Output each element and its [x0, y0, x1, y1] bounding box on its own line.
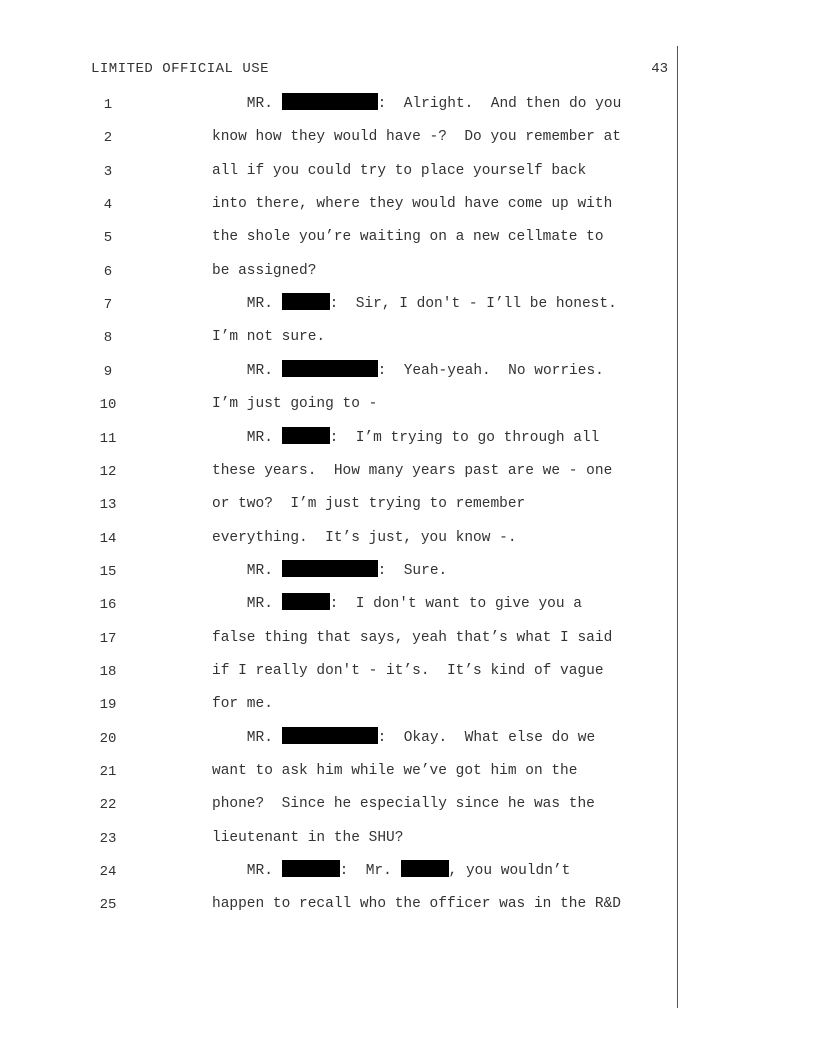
line-text	[212, 126, 672, 148]
line-text	[212, 593, 672, 615]
line-number: 17	[99, 631, 117, 647]
transcript-line	[0, 531, 816, 553]
line-text	[212, 793, 672, 815]
line-text-segment: be assigned?	[212, 263, 317, 279]
transcript-line	[0, 631, 816, 653]
transcript-line	[0, 364, 816, 386]
line-number: 6	[103, 264, 113, 280]
transcript-line	[0, 597, 816, 619]
line-text-segment: for me.	[212, 696, 273, 712]
line-text-segment: MR.	[212, 563, 282, 579]
line-text-segment: I’m not sure.	[212, 329, 326, 345]
line-number: 10	[99, 397, 117, 413]
line-number: 20	[99, 731, 117, 747]
line-text	[212, 693, 672, 715]
line-text-segment: : Sir, I don't - I’ll be honest.	[329, 296, 617, 312]
redaction-box	[282, 360, 378, 377]
line-text	[212, 527, 672, 549]
transcript-line	[0, 797, 816, 819]
line-text-segment: I’m just going to -	[212, 396, 378, 412]
line-text-segment: phone? Since he especially since he was the	[212, 796, 595, 812]
line-number: 3	[103, 164, 113, 180]
line-number: 1	[103, 97, 113, 113]
line-text-segment: MR.	[212, 730, 282, 746]
line-number: 16	[99, 597, 117, 613]
line-text	[212, 93, 672, 115]
transcript-line	[0, 397, 816, 419]
line-text-segment: all if you could try to place yourself back	[212, 163, 587, 179]
page-header	[91, 61, 668, 81]
line-text-segment: : Mr.	[339, 863, 401, 879]
redaction-box	[282, 93, 378, 110]
line-number: 21	[99, 764, 117, 780]
line-text-segment: MR.	[212, 863, 282, 879]
line-text	[212, 160, 672, 182]
line-text	[212, 360, 672, 382]
line-text	[212, 727, 672, 749]
line-text-segment: false thing that says, yeah that’s what I said	[212, 630, 613, 646]
transcript-line	[0, 831, 816, 853]
line-text	[212, 827, 672, 849]
line-number: 14	[99, 531, 117, 547]
line-text-segment: : Yeah-yeah. No worries.	[377, 363, 604, 379]
line-text-segment: know how they would have -? Do you remember at	[212, 129, 621, 145]
line-number: 22	[99, 797, 117, 813]
line-text	[212, 460, 672, 482]
transcript-line	[0, 197, 816, 219]
line-text	[212, 760, 672, 782]
transcript-line	[0, 697, 816, 719]
transcript-line	[0, 130, 816, 152]
transcript-line	[0, 864, 816, 886]
page-number: 43	[651, 61, 668, 77]
transcript-line	[0, 330, 816, 352]
redaction-box	[282, 860, 340, 877]
line-text-segment: : Alright. And then do you	[377, 96, 622, 112]
redaction-box	[282, 427, 330, 444]
line-number: 19	[99, 697, 117, 713]
line-text-segment: if I really don't - it’s. It’s kind of vague	[212, 663, 604, 679]
line-text-segment: , you wouldn’t	[448, 863, 571, 879]
transcript-line	[0, 431, 816, 453]
redaction-box	[282, 593, 330, 610]
line-number: 24	[99, 864, 117, 880]
line-text-segment: into there, where they would have come up with	[212, 196, 613, 212]
line-number: 7	[103, 297, 113, 313]
transcript-line	[0, 464, 816, 486]
redaction-box	[282, 293, 330, 310]
line-text-segment: everything. It’s just, you know -.	[212, 530, 517, 546]
transcript-line	[0, 764, 816, 786]
transcript-line	[0, 497, 816, 519]
line-text-segment: MR.	[212, 363, 282, 379]
line-text	[212, 860, 672, 882]
transcript-line	[0, 564, 816, 586]
line-text	[212, 193, 672, 215]
line-text-segment: MR.	[212, 296, 282, 312]
line-text-segment: : Sure.	[377, 563, 448, 579]
line-text-segment: happen to recall who the officer was in the R&D	[212, 896, 621, 912]
line-text	[212, 427, 672, 449]
line-number: 4	[103, 197, 113, 213]
line-text	[212, 893, 672, 915]
line-text	[212, 260, 672, 282]
line-text	[212, 226, 672, 248]
line-text-segment: : I’m trying to go through all	[329, 430, 600, 446]
redaction-box	[282, 560, 378, 577]
line-number: 12	[99, 464, 117, 480]
transcript-line	[0, 731, 816, 753]
redaction-box	[401, 860, 449, 877]
line-number: 9	[103, 364, 113, 380]
line-text	[212, 660, 672, 682]
transcript-line	[0, 664, 816, 686]
classification-label: LIMITED OFFICIAL USE	[91, 61, 270, 77]
line-number: 2	[103, 130, 113, 146]
transcript-line	[0, 897, 816, 919]
line-number: 18	[99, 664, 117, 680]
transcript-line	[0, 164, 816, 186]
transcript-line	[0, 230, 816, 252]
line-text	[212, 326, 672, 348]
line-number: 13	[99, 497, 117, 513]
line-text-segment: or two? I’m just trying to remember	[212, 496, 526, 512]
line-number: 15	[99, 564, 117, 580]
line-text-segment: MR.	[212, 430, 282, 446]
line-text-segment: the shole you’re waiting on a new cellmate to	[212, 229, 604, 245]
transcript-line	[0, 264, 816, 286]
line-text-segment: : I don't want to give you a	[329, 596, 582, 612]
transcript-line	[0, 297, 816, 319]
line-number: 11	[99, 431, 117, 447]
line-text-segment: : Okay. What else do we	[377, 730, 596, 746]
line-text	[212, 627, 672, 649]
line-text-segment: MR.	[212, 96, 282, 112]
line-text-segment: lieutenant in the SHU?	[212, 830, 404, 846]
line-text	[212, 393, 672, 415]
line-text	[212, 560, 672, 582]
line-number: 23	[99, 831, 117, 847]
line-number: 5	[103, 230, 113, 246]
line-text-segment: these years. How many years past are we - one	[212, 463, 613, 479]
line-number: 8	[103, 330, 113, 346]
line-text	[212, 293, 672, 315]
line-text-segment: want to ask him while we’ve got him on the	[212, 763, 578, 779]
redaction-box	[282, 727, 378, 744]
line-text-segment: MR.	[212, 596, 282, 612]
transcript-line	[0, 97, 816, 119]
line-number: 25	[99, 897, 117, 913]
line-text	[212, 493, 672, 515]
